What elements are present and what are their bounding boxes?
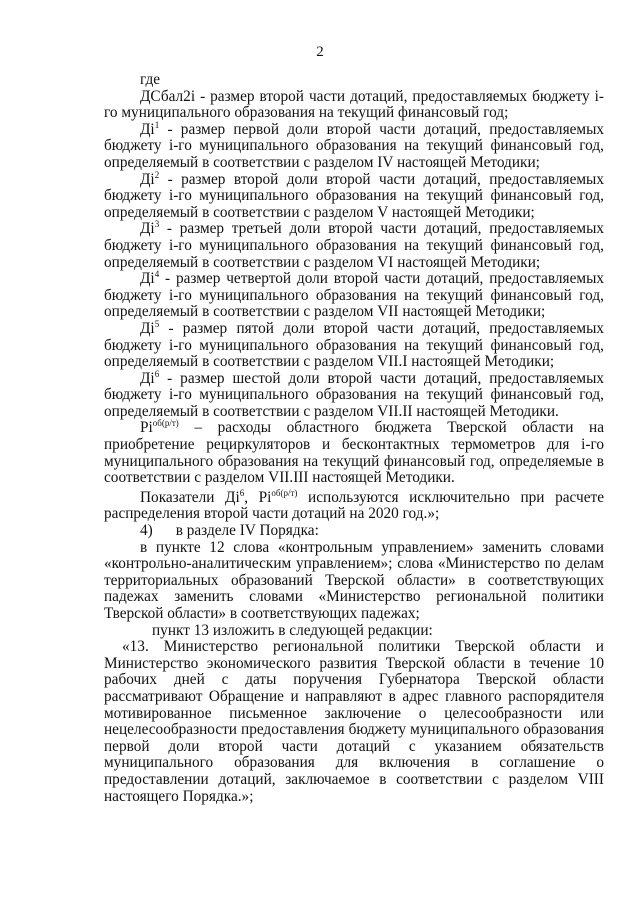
definition-di2: $Дi^2$ - размер второй доли второй части дотаций, предоставляемых бюджету i-го муниципального образования на текущий финансовый год, определяемый в соответствии с разделом V настоящей Методики; — [104, 169, 604, 221]
definition-dsbal2i: ДСбал2i - размер второй части дотаций, предоставляемых бюджету i-го муниципального образования на текущий финансовый год; — [104, 87, 604, 122]
document-body — [104, 72, 604, 805]
definition-di4: $Дi^4$ - размер четвертой доли второй части дотаций, предоставляемых бюджету i-го муниципального образования на текущий финансовый год, определяемый в соответствии с разделом VII настоящей Методики; — [104, 269, 604, 321]
definition-pi: $Рi^{об(р/т)}$ – расходы областного бюджета Тверской области на приобретение рециркуляторов и бесконтактных термометров для i-го муниципального образования на текущий финансовый год, определяемые в соответствии с разделом VII.III настоящей Методики. — [104, 418, 604, 487]
point-13-text: «13. Министерство региональной политики Тверской области и Министерство экономического развития Тверской области в течение 10 рабочих дней с даты поручения Губернатора Тверской области рассматривают Обращение и направляют в адрес главного распорядителя мотивированное письменное заключение о целесообразности или нецелесообразности предоставления бюджету муниципального образования первой доли второй части дотаций с указанием обязательств муниципального образования для включения в соглашение о предоставлении дотаций, заключаемое в соответствии с разделом VIII настоящего Порядка.»; — [104, 638, 604, 805]
point-13-intro: пункт 13 изложить в следующей редакции: — [152, 621, 433, 639]
page-number: 2 — [316, 44, 324, 60]
indicators-paragraph: Показатели $Дi^6$, $Рi^{об(р/т)}$ используются исключительно при расчете распределения второй части дотаций на 2020 год.»; — [104, 487, 604, 523]
definition-di1: $Дi^1$ - размер первой доли второй части дотаций, предоставляемых бюджету i-го муниципального образования на текущий финансовый год, определяемый в соответствии с разделом IV настоящей Методики; — [104, 119, 604, 171]
point-12-amendment: в пункте 12 слова «контрольным управлением» заменить словами «контрольно-аналитическим управлением»; слова «Министерство по делам территориальных образований Тверской области» в соответствующих падежах заменить словами «Министерство региональной политики Тверской области» в соответствующих падежах; — [104, 538, 604, 622]
definition-di5: $Дi^5$ - размер пятой доли второй части дотаций, предоставляемых бюджету i-го муниципального образования на текущий финансовый год, определяемый в соответствии с разделом VII.I настоящей Методики; — [104, 318, 604, 371]
where-label: где — [140, 71, 161, 88]
definition-di6: $Дi^6$ - размер шестой доли второй части дотаций, предоставляемых бюджету i-го муниципального образования на текущий финансовый год, определяемый в соответствии с разделом VII.II настоящей Методики. — [104, 368, 604, 420]
definition-di3: $Дi^3$ - размер третьей доли второй части дотаций, предоставляемых бюджету i-го муниципального образования на текущий финансовый год, определяемый в соответствии с разделом VI настоящей Методики; — [104, 219, 604, 271]
item-4: 4) в разделе IV Порядка: — [140, 522, 319, 540]
